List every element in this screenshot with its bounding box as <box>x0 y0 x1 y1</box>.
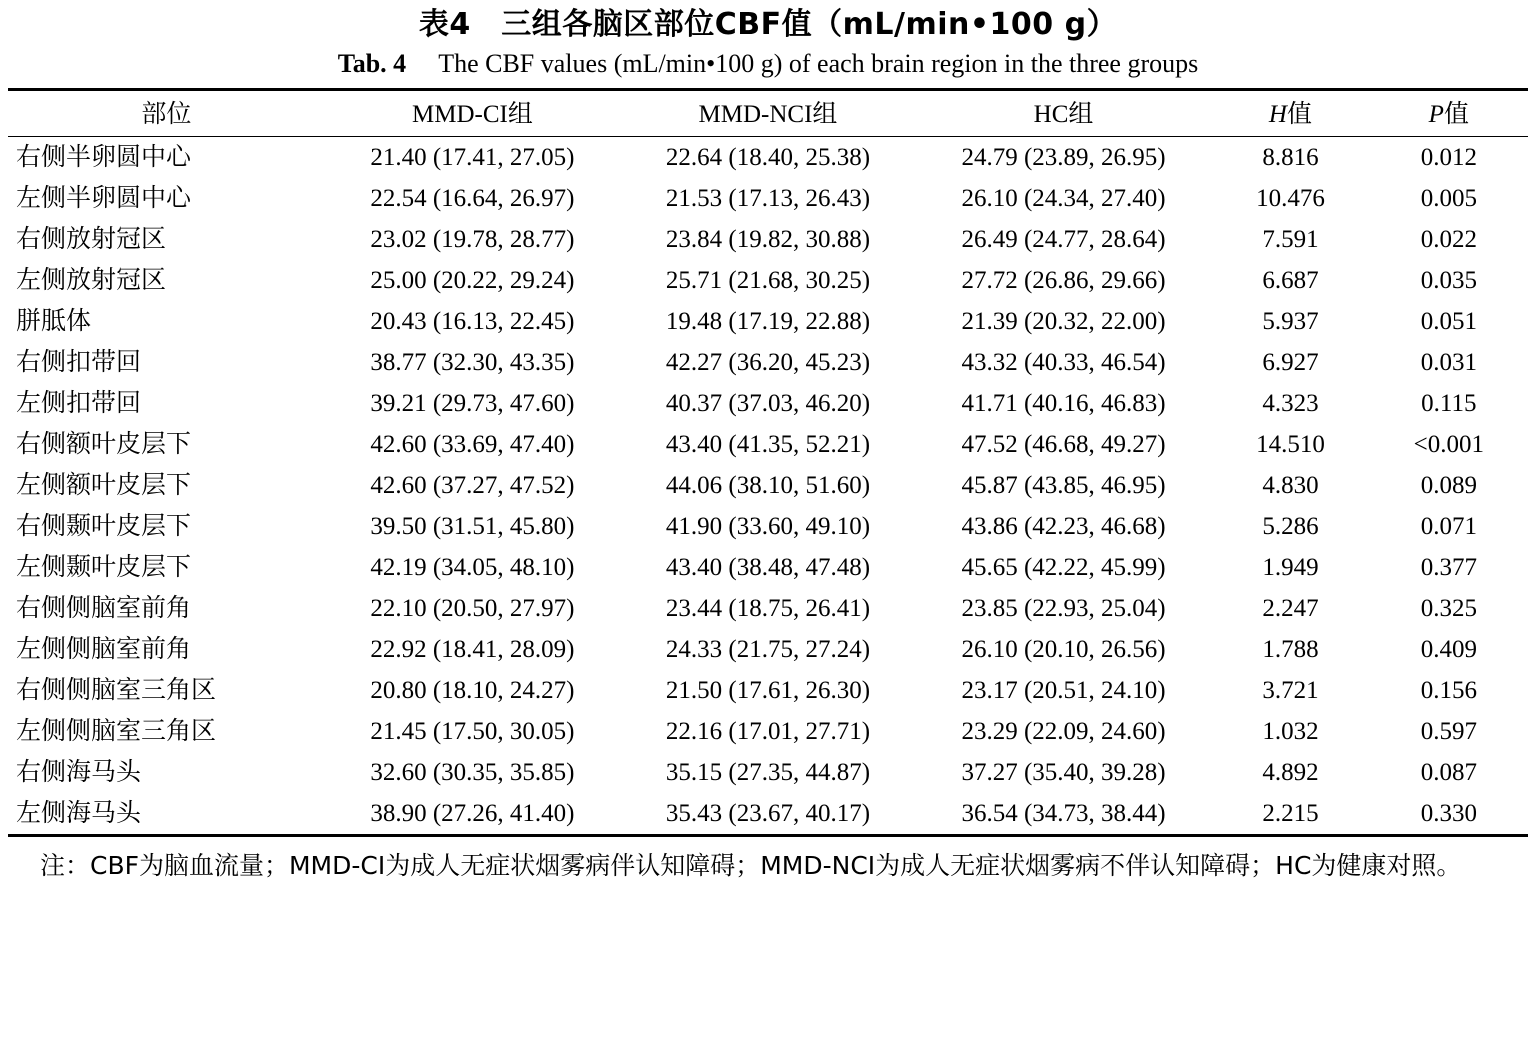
cell-mmd-nci: 24.33 (21.75, 27.24) <box>665 636 871 663</box>
cell-hc: 37.27 (35.40, 39.28) <box>961 759 1166 786</box>
cell-h-value: 2.215 <box>1211 793 1369 836</box>
cell-mmd-ci: 21.45 (17.50, 30.05) <box>370 718 575 745</box>
cell-h-value: 6.927 <box>1262 349 1319 376</box>
cell-h-value: 2.247 <box>1262 595 1319 622</box>
table-row <box>8 260 1528 301</box>
cell-region: 左侧颞叶皮层下 <box>16 554 192 581</box>
cell-h-value: 3.721 <box>1262 677 1319 704</box>
column-header-hc: HC组 <box>916 90 1212 137</box>
column-header-mmd-nci: MMD-NCI组 <box>620 90 916 137</box>
cell-p-value: 0.012 <box>1370 137 1528 179</box>
cell-p-value: 0.377 <box>1420 554 1477 581</box>
cell-p-value: 0.022 <box>1420 226 1477 253</box>
cell-region: 右侧半卵圆中心 <box>8 137 325 179</box>
table-row <box>8 424 1528 465</box>
table-row <box>8 752 1528 793</box>
cell-region: 右侧颞叶皮层下 <box>16 513 192 540</box>
cell-h-value: 1.032 <box>1262 718 1319 745</box>
cell-mmd-nci: 23.84 (19.82, 30.88) <box>665 226 871 253</box>
cell-hc: 47.52 (46.68, 49.27) <box>961 431 1166 458</box>
cell-h-value: 14.510 <box>1256 431 1325 458</box>
cell-mmd-nci: 35.15 (27.35, 44.87) <box>665 759 871 786</box>
cell-hc: 43.86 (42.23, 46.68) <box>961 513 1166 540</box>
cell-mmd-ci: 22.54 (16.64, 26.97) <box>370 185 575 212</box>
cell-mmd-nci: 22.64 (18.40, 25.38) <box>620 137 916 179</box>
cell-mmd-ci: 22.10 (20.50, 27.97) <box>370 595 575 622</box>
cell-h-value: 7.591 <box>1262 226 1319 253</box>
table-row <box>8 383 1528 424</box>
cell-hc: 23.29 (22.09, 24.60) <box>961 718 1166 745</box>
table-row <box>8 547 1528 588</box>
cell-h-value: 5.286 <box>1262 513 1319 540</box>
cell-p-value: 0.597 <box>1420 718 1477 745</box>
table-row <box>8 178 1528 219</box>
table-title-english <box>8 46 1528 82</box>
table-row <box>8 506 1528 547</box>
cell-mmd-nci: 22.16 (17.01, 27.71) <box>665 718 871 745</box>
cell-h-value: 1.788 <box>1262 636 1319 663</box>
cell-hc: 24.79 (23.89, 26.95) <box>916 137 1212 179</box>
cell-region: 左侧放射冠区 <box>16 267 167 294</box>
cell-region: 左侧额叶皮层下 <box>16 472 192 499</box>
table-row <box>8 137 1528 179</box>
cell-hc: 23.17 (20.51, 24.10) <box>961 677 1166 704</box>
cell-hc: 23.85 (22.93, 25.04) <box>961 595 1166 622</box>
cell-mmd-ci: 20.43 (16.13, 22.45) <box>370 308 575 335</box>
cell-p-value: 0.330 <box>1370 793 1528 836</box>
cbf-values-table <box>8 88 1528 837</box>
cell-mmd-ci: 42.60 (33.69, 47.40) <box>370 431 575 458</box>
table-row <box>8 301 1528 342</box>
cell-p-value: 0.071 <box>1420 513 1477 540</box>
table-row <box>8 588 1528 629</box>
cell-p-value: 0.325 <box>1420 595 1477 622</box>
table-row <box>8 219 1528 260</box>
cell-mmd-ci: 42.19 (34.05, 48.10) <box>370 554 575 581</box>
cell-hc: 43.32 (40.33, 46.54) <box>961 349 1166 376</box>
cell-region: 左侧海马头 <box>8 793 325 836</box>
cell-p-value: <0.001 <box>1413 431 1484 458</box>
cell-mmd-nci: 43.40 (38.48, 47.48) <box>665 554 871 581</box>
cell-region: 右侧放射冠区 <box>16 226 167 253</box>
table-title-chinese: 表4 三组各脑区部位CBF值（mL/min•100 g） <box>418 7 1118 42</box>
cell-hc: 41.71 (40.16, 46.83) <box>961 390 1166 417</box>
cell-region: 右侧扣带回 <box>16 349 142 376</box>
column-header-p-value: P值 <box>1370 90 1528 137</box>
cell-region: 左侧扣带回 <box>16 390 142 417</box>
cell-mmd-ci: 22.92 (18.41, 28.09) <box>370 636 575 663</box>
table-row <box>8 342 1528 383</box>
cell-mmd-ci: 39.21 (29.73, 47.60) <box>370 390 575 417</box>
cell-hc: 27.72 (26.86, 29.66) <box>961 267 1166 294</box>
cell-mmd-nci: 35.43 (23.67, 40.17) <box>620 793 916 836</box>
cell-h-value: 4.323 <box>1262 390 1319 417</box>
cell-mmd-nci: 25.71 (21.68, 30.25) <box>665 267 871 294</box>
cell-mmd-ci: 38.90 (27.26, 41.40) <box>325 793 621 836</box>
cell-p-value: 0.115 <box>1421 390 1477 417</box>
cell-region: 右侧侧脑室三角区 <box>16 677 217 704</box>
cell-mmd-nci: 41.90 (33.60, 49.10) <box>665 513 871 540</box>
cell-region: 右侧侧脑室前角 <box>16 595 192 622</box>
cell-hc: 26.10 (24.34, 27.40) <box>961 185 1166 212</box>
cell-p-value: 0.089 <box>1420 472 1477 499</box>
cell-mmd-ci: 21.40 (17.41, 27.05) <box>325 137 621 179</box>
cell-hc: 26.49 (24.77, 28.64) <box>961 226 1166 253</box>
cell-p-value: 0.005 <box>1420 185 1477 212</box>
cell-p-value: 0.409 <box>1420 636 1477 663</box>
table-body <box>8 137 1528 836</box>
cell-hc: 45.65 (42.22, 45.99) <box>961 554 1166 581</box>
cell-h-value: 6.687 <box>1262 267 1319 294</box>
table-label-english: Tab. 4 <box>337 49 407 78</box>
cell-mmd-nci: 23.44 (18.75, 26.41) <box>665 595 871 622</box>
cell-region: 胼胝体 <box>16 308 92 335</box>
cell-h-value: 4.892 <box>1262 759 1319 786</box>
cell-mmd-nci: 44.06 (38.10, 51.60) <box>665 472 871 499</box>
cell-mmd-nci: 19.48 (17.19, 22.88) <box>665 308 871 335</box>
table-header <box>8 90 1528 137</box>
cell-p-value: 0.031 <box>1420 349 1477 376</box>
cell-hc: 26.10 (20.10, 26.56) <box>961 636 1166 663</box>
cell-h-value: 4.830 <box>1262 472 1319 499</box>
cell-mmd-nci: 40.37 (37.03, 46.20) <box>665 390 871 417</box>
cell-hc: 36.54 (34.73, 38.44) <box>916 793 1212 836</box>
table-row <box>8 711 1528 752</box>
table-row <box>8 465 1528 506</box>
cell-mmd-nci: 21.53 (17.13, 26.43) <box>665 185 871 212</box>
cell-p-value: 0.051 <box>1420 308 1477 335</box>
table-row <box>8 629 1528 670</box>
cell-mmd-ci: 38.77 (32.30, 43.35) <box>370 349 575 376</box>
cell-mmd-ci: 39.50 (31.51, 45.80) <box>370 513 575 540</box>
cell-p-value: 0.087 <box>1420 759 1477 786</box>
column-header-mmd-ci: MMD-CI组 <box>325 90 621 137</box>
cell-region: 左侧侧脑室前角 <box>16 636 192 663</box>
cell-mmd-nci: 43.40 (41.35, 52.21) <box>665 431 871 458</box>
cell-region: 左侧半卵圆中心 <box>16 185 192 212</box>
cell-h-value: 8.816 <box>1211 137 1369 179</box>
cell-p-value: 0.035 <box>1420 267 1477 294</box>
cell-mmd-ci: 32.60 (30.35, 35.85) <box>370 759 575 786</box>
cell-mmd-nci: 42.27 (36.20, 45.23) <box>665 349 871 376</box>
cell-hc: 21.39 (20.32, 22.00) <box>961 308 1166 335</box>
table-caption-english: The CBF values (mL/min•100 g) of each brain region in the three groups <box>438 49 1199 78</box>
cell-p-value: 0.156 <box>1420 677 1477 704</box>
column-header-region: 部位 <box>8 90 325 137</box>
column-header-h-value: H值 <box>1211 90 1369 137</box>
table-row <box>8 670 1528 711</box>
cell-mmd-nci: 21.50 (17.61, 26.30) <box>665 677 871 704</box>
cell-mmd-ci: 20.80 (18.10, 24.27) <box>370 677 575 704</box>
cell-region: 左侧侧脑室三角区 <box>16 718 217 745</box>
cell-mmd-ci: 42.60 (37.27, 47.52) <box>370 472 575 499</box>
cell-h-value: 10.476 <box>1256 185 1325 212</box>
cell-region: 右侧额叶皮层下 <box>16 431 192 458</box>
cell-region: 右侧海马头 <box>16 759 142 786</box>
cell-hc: 45.87 (43.85, 46.95) <box>961 472 1166 499</box>
table-row <box>8 793 1528 836</box>
cell-h-value: 5.937 <box>1262 308 1319 335</box>
cell-h-value: 1.949 <box>1262 554 1319 581</box>
table-footnote: 注：CBF为脑血流量；MMD-CI为成人无症状烟雾病伴认知障碍；MMD-NCI为成人无症状烟雾病不伴认知障碍；HC为健康对照。 <box>40 851 1462 880</box>
cell-mmd-ci: 23.02 (19.78, 28.77) <box>370 226 575 253</box>
cell-mmd-ci: 25.00 (20.22, 29.24) <box>370 267 575 294</box>
